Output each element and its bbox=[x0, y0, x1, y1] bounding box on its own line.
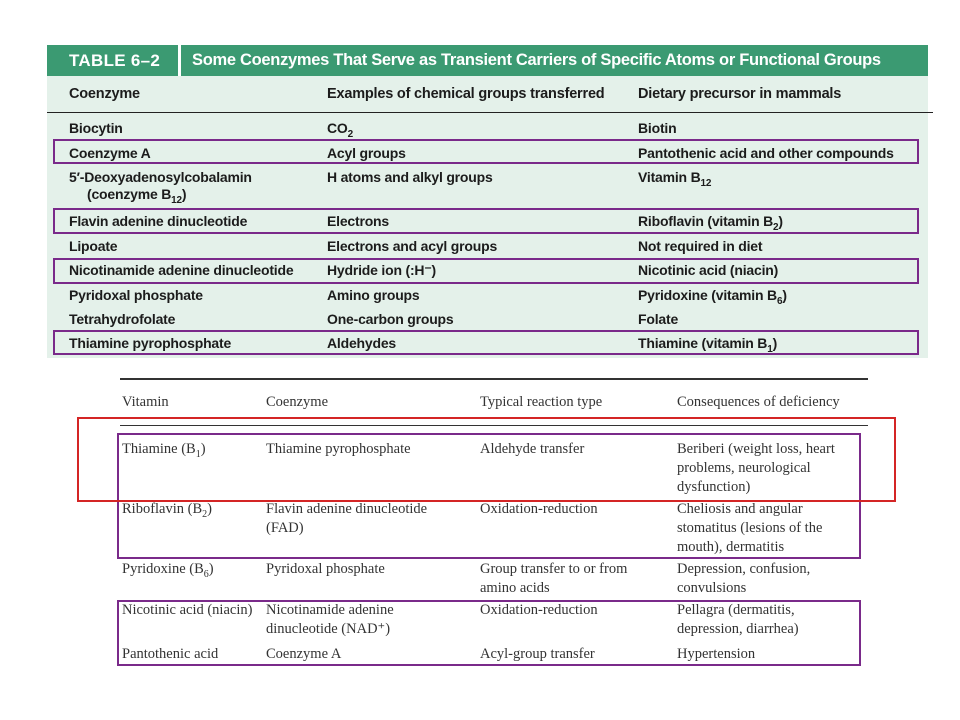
cell-consequence: Beriberi (weight loss, heart problems, neurological dysfunction) bbox=[677, 441, 835, 495]
column-header-reaction: Typical reaction type bbox=[480, 394, 603, 410]
highlight-box-red bbox=[77, 417, 896, 502]
cell-coenzyme: Thiamine pyrophosphate bbox=[266, 441, 411, 457]
cell-coenzyme: Flavin adenine dinucleotide (FAD) bbox=[266, 501, 428, 536]
cell-precursor: Vitamin $B_{12}$ bbox=[638, 169, 712, 189]
cell-precursor: Folate bbox=[638, 311, 679, 327]
cell-group: Hydride ion (:H⁻) bbox=[327, 262, 436, 278]
cell-vitamin: Pyridoxine $(B_6)$ bbox=[122, 561, 214, 580]
cell-group: Acyl groups bbox=[327, 145, 406, 161]
cell-coenzyme: Nicotinamide adenine dinucleotide (NAD⁺) bbox=[266, 602, 394, 637]
highlight-box bbox=[53, 258, 919, 284]
cell-vitamin: Riboflavin $(B_2)$ bbox=[122, 501, 212, 520]
highlight-box bbox=[53, 139, 919, 164]
cell-group: Aldehydes bbox=[327, 335, 396, 351]
cell-coenzyme: Coenzyme A bbox=[266, 646, 342, 662]
cell-vitamin: Thiamine $(B_1)$ bbox=[122, 441, 206, 460]
cell-vitamin: Nicotinic acid (niacin) bbox=[122, 602, 253, 618]
cell-group: $CO_2$ bbox=[327, 120, 353, 140]
cell-vitamin: Pantothenic acid bbox=[122, 646, 219, 662]
highlight-box bbox=[53, 208, 919, 234]
column-header-groups: Examples of chemical groups transferred bbox=[327, 86, 605, 102]
cell-coenzyme: Tetrahydrofolate bbox=[69, 311, 176, 327]
highlight-box bbox=[117, 600, 861, 666]
table-label: TABLE 6–2 bbox=[69, 51, 161, 70]
column-header-vitamin: Vitamin bbox=[122, 394, 169, 410]
cell-coenzyme: Thiamine pyrophosphate bbox=[69, 335, 232, 351]
cell-precursor: Pantothenic acid and other compounds bbox=[638, 145, 894, 161]
cell-coenzyme: Pyridoxal phosphate bbox=[69, 287, 203, 303]
cell-reaction: Aldehyde transfer bbox=[480, 441, 585, 457]
top-rule bbox=[120, 378, 868, 380]
table-header-bar bbox=[47, 45, 928, 76]
coenzyme-table bbox=[47, 45, 928, 358]
cell-reaction: Acyl-group transfer bbox=[480, 646, 595, 662]
highlight-box bbox=[53, 330, 919, 355]
cell-coenzyme: Flavin adenine dinucleotide bbox=[69, 213, 248, 229]
cell-group: Electrons bbox=[327, 213, 389, 229]
cell-group: Electrons and acyl groups bbox=[327, 238, 498, 254]
cell-precursor: Thiamine (vitamin $B_1$) bbox=[638, 335, 778, 355]
cell-group: One-carbon groups bbox=[327, 311, 454, 327]
cell-precursor: Riboflavin (vitamin $B_2$) bbox=[638, 213, 783, 233]
cell-coenzyme: Nicotinamide adenine dinucleotide bbox=[69, 262, 294, 278]
column-header-precursor: Dietary precursor in mammals bbox=[638, 86, 842, 102]
cell-group: Amino groups bbox=[327, 287, 420, 303]
column-header-consequences: Consequences of deficiency bbox=[677, 394, 840, 410]
cell-precursor: Pyridoxine (vitamin $B_6$) bbox=[638, 287, 787, 307]
cell-group: H atoms and alkyl groups bbox=[327, 169, 493, 185]
cell-reaction: Oxidation-reduction bbox=[480, 602, 598, 618]
cell-coenzyme: Biocytin bbox=[69, 120, 123, 136]
cell-consequence: Pellagra (dermatitis, depression, diarrhea) bbox=[677, 602, 799, 637]
cell-coenzyme: Pyridoxal phosphate bbox=[266, 561, 385, 577]
cell-consequence: Hypertension bbox=[677, 646, 756, 662]
cell-consequence: Depression, confusion, convulsions bbox=[677, 561, 811, 596]
cell-coenzyme: 5′-Deoxyadenosylcobalamin (coenzyme $B_{12}$) bbox=[69, 169, 252, 206]
cell-reaction: Group transfer to or from amino acids bbox=[480, 561, 628, 596]
cell-precursor: Nicotinic acid (niacin) bbox=[638, 262, 779, 278]
cell-reaction: Oxidation-reduction bbox=[480, 501, 598, 517]
cell-precursor: Not required in diet bbox=[638, 238, 763, 254]
header-rule bbox=[47, 112, 933, 113]
column-headers bbox=[47, 76, 928, 112]
table-title: Some Coenzymes That Serve as Transient Carriers of Specific Atoms or Functional Groups bbox=[192, 51, 881, 69]
cell-coenzyme: Coenzyme A bbox=[69, 145, 151, 161]
column-header-coenzyme: Coenzyme bbox=[266, 394, 329, 410]
column-header-coenzyme: Coenzyme bbox=[69, 86, 140, 102]
header-separator bbox=[178, 45, 181, 76]
cell-precursor: Biotin bbox=[638, 120, 677, 136]
cell-consequence: Cheliosis and angular stomatitus (lesions of the mouth), dermatitis bbox=[677, 501, 823, 555]
cell-coenzyme: Lipoate bbox=[69, 238, 118, 254]
